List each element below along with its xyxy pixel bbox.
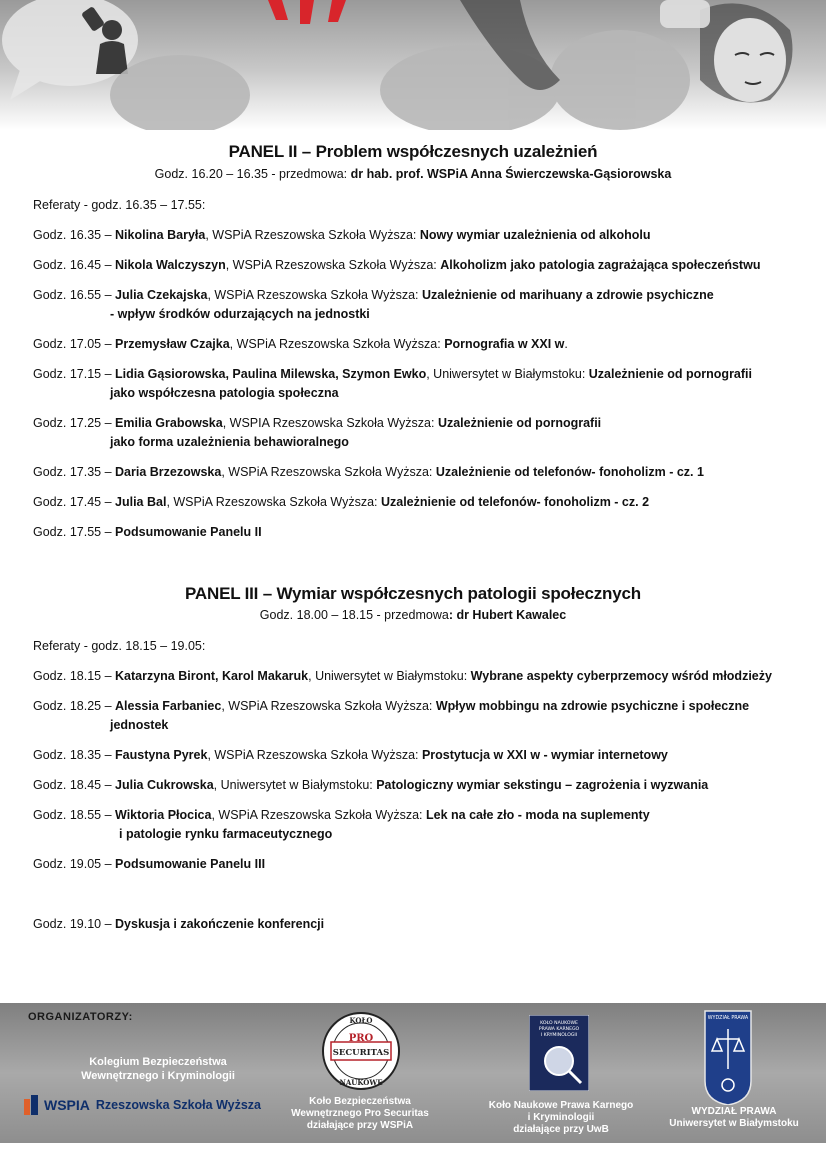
item-topic: Lek na całe zło - moda na suplementy <box>426 808 650 822</box>
panel-2-label: PANEL II <box>228 142 298 161</box>
item-topic: Wpływ mobbingu na zdrowie psychiczne i społeczne <box>435 699 750 713</box>
agenda-item <box>33 776 803 795</box>
agenda-item <box>33 463 803 482</box>
item-authors: Daria Brzezowska <box>115 465 222 479</box>
item-time: Godz. 18.35 – <box>33 748 116 762</box>
panel-2-intro-speaker: dr hab. prof. WSPiA Anna Świerczewska-Gąsiorowska <box>350 167 672 181</box>
item-affiliation: , Uniwersytet w Białymstoku: <box>308 669 471 683</box>
item-affiliation: , WSPiA Rzeszowska Szkoła Wyższa: <box>229 337 445 351</box>
caption-line: Koło Naukowe Prawa Karnego <box>488 1100 634 1111</box>
item-affiliation: , Uniwersytet w Białymstoku: <box>426 367 589 381</box>
wspia-mark-icon <box>24 1095 38 1115</box>
item-topic: Prostytucja w XXI w - wymiar internetowy <box>421 748 668 762</box>
item-topic: Uzależnienie od telefonów- fonoholizm - cz. 1 <box>435 465 704 479</box>
item-authors: Julia Cukrowska <box>115 778 214 792</box>
item-time: Godz. 19.05 – <box>33 857 116 871</box>
panel-3-intro-speaker: : dr Hubert Kawalec <box>448 608 567 622</box>
kolegium-line: Wewnętrznego i Kryminologii <box>81 1070 235 1082</box>
panel-2-title <box>0 142 826 162</box>
item-topic-continued: jako forma uzależnienia behawioralnego <box>110 435 349 449</box>
item-time: Godz. 16.45 – <box>33 258 116 272</box>
agenda-item <box>33 667 803 686</box>
panel-3-intro-time: Godz. 18.00 – 18.15 - przedmowa <box>259 608 449 622</box>
item-time: Godz. 18.55 – <box>33 808 116 822</box>
item-time: Godz. 17.25 – <box>33 416 116 430</box>
item-time: Godz. 18.15 – <box>33 669 116 683</box>
panel-3-title <box>0 584 826 604</box>
item-affiliation: , WSPiA Rzeszowska Szkoła Wyższa: <box>225 258 441 272</box>
item-topic: Uzależnienie od marihuany a zdrowie psychiczne <box>421 288 714 302</box>
caption-line: Uniwersytet w Białymstoku <box>669 1118 799 1129</box>
header-illustration <box>0 0 826 130</box>
item-topic-continued: jako współczesna patologia społeczna <box>110 386 339 400</box>
panel-3-label: PANEL III <box>185 584 259 603</box>
item-topic: Nowy wymiar uzależnienia od alkoholu <box>419 228 651 242</box>
item-affiliation: , WSPiA Rzeszowska Szkoła Wyższa: <box>205 228 420 242</box>
panel-2-heading: – Problem współczesnych uzależnień <box>297 142 598 161</box>
item-authors: Podsumowanie Panelu III <box>115 857 266 871</box>
crowd-illustration <box>0 0 826 130</box>
agenda-item <box>33 697 803 735</box>
item-authors: Katarzyna Biront, Karol Makaruk <box>115 669 309 683</box>
item-topic: Uzależnienie od telefonów- fonoholizm - cz. 2 <box>380 495 650 509</box>
agenda-item <box>33 414 803 452</box>
caption-line: WYDZIAŁ PRAWA <box>691 1106 777 1117</box>
item-topic-continued: i patologie rynku farmaceutycznego <box>119 827 333 841</box>
pro-badge-securitas: SECURITAS <box>332 1048 390 1058</box>
item-authors: Julia Bal <box>115 495 167 509</box>
item-affiliation: , WSPiA Rzeszowska Szkoła Wyższa: <box>166 495 381 509</box>
agenda-item <box>33 855 803 874</box>
panel-3-intro <box>0 608 826 622</box>
pro-badge-top: KOŁO <box>349 1016 373 1025</box>
agenda-item <box>33 365 803 403</box>
panel-2-intro <box>0 167 826 181</box>
pro-badge-bottom: NAUKOWE <box>339 1078 383 1087</box>
item-affiliation: , WSPiA Rzeszowska Szkoła Wyższa: <box>221 699 436 713</box>
item-authors: Podsumowanie Panelu II <box>115 525 262 539</box>
agenda-item <box>33 286 803 324</box>
wp-badge-label: WYDZIAŁ PRAWA <box>707 1016 749 1021</box>
item-topic: Wybrane aspekty cyberprzemocy wśród młodzieży <box>470 669 772 683</box>
item-affiliation: , WSPiA Rzeszowska Szkoła Wyższa: <box>221 465 436 479</box>
item-time: Godz. 17.35 – <box>33 465 116 479</box>
item-time: Godz. 17.45 – <box>33 495 116 509</box>
wydzial-prawa-caption <box>654 1106 814 1130</box>
item-authors: Nikolina Baryła <box>115 228 206 242</box>
item-authors: Wiktoria Płocica <box>115 808 212 822</box>
caption-line: działające przy WSPiA <box>306 1120 414 1131</box>
pro-securitas-caption <box>270 1096 450 1132</box>
item-authors: Dyskusja i zakończenie konferencji <box>115 917 325 931</box>
item-authors: Emilia Grabowska <box>115 416 223 430</box>
knpk-badge-icon <box>529 1015 589 1091</box>
wspia-logo <box>24 1095 261 1115</box>
panel-3-heading: – Wymiar współczesnych patologii społecznych <box>258 584 641 603</box>
agenda-item <box>33 256 803 275</box>
item-time: Godz. 18.25 – <box>33 699 116 713</box>
knpk-caption <box>472 1100 650 1136</box>
item-authors: Faustyna Pyrek <box>115 748 208 762</box>
item-topic-continued: jednostek <box>110 718 169 732</box>
agenda-item <box>33 226 803 245</box>
item-authors: Przemysław Czajka <box>115 337 230 351</box>
item-authors: Alessia Farbaniec <box>115 699 222 713</box>
item-affiliation: , WSPIA Rzeszowska Szkoła Wyższa: <box>222 416 438 430</box>
item-time: Godz. 18.45 – <box>33 778 116 792</box>
item-time: Godz. 19.10 – <box>33 917 116 931</box>
item-topic-continued: - wpływ środków odurzających na jednostki <box>110 307 370 321</box>
item-affiliation: , WSPiA Rzeszowska Szkoła Wyższa: <box>207 288 422 302</box>
item-time: Godz. 17.55 – <box>33 525 116 539</box>
kolegium-line: Kolegium Bezpieczeństwa <box>89 1056 227 1068</box>
knpk-badge-line: PRAWA KARNEGO <box>538 1027 580 1032</box>
knpk-badge-line: KOŁO NAUKOWE <box>540 1021 578 1026</box>
item-affiliation: , WSPiA Rzeszowska Szkoła Wyższa: <box>211 808 426 822</box>
item-affiliation: , WSPiA Rzeszowska Szkoła Wyższa: <box>207 748 422 762</box>
pro-securitas-badge-icon <box>321 1011 401 1091</box>
closing-item <box>33 915 803 934</box>
pro-badge-pro: PRO <box>348 1033 374 1044</box>
caption-line: Wewnętrznego Pro Securitas <box>291 1108 429 1119</box>
knpk-badge-line: I KRYMINOLOGII <box>540 1033 578 1038</box>
item-authors: Lidia Gąsiorowska, Paulina Milewska, Szymon Ewko <box>115 367 427 381</box>
item-authors: Nikola Walczyszyn <box>115 258 226 272</box>
agenda-item <box>33 493 803 512</box>
item-topic: Uzależnienie od pornografii <box>588 367 752 381</box>
agenda-item <box>33 806 803 844</box>
item-authors: Julia Czekajska <box>115 288 208 302</box>
agenda-item <box>33 746 803 765</box>
agenda-item <box>33 523 803 542</box>
item-topic: Patologiczny wymiar sekstingu – zagrożenia i wyzwania <box>376 778 709 792</box>
organizers-footer <box>0 1003 826 1143</box>
item-time: Godz. 16.55 – <box>33 288 116 302</box>
item-time: Godz. 17.05 – <box>33 337 116 351</box>
agenda-item <box>33 335 803 354</box>
item-topic: Alkoholizm jako patologia zagrażająca społeczeństwu <box>440 258 761 272</box>
organizers-label: ORGANIZATORZY: <box>28 1011 133 1023</box>
item-affiliation: , Uniwersytet w Białymstoku: <box>213 778 377 792</box>
panel-2-intro-time: Godz. 16.20 – 16.35 - przedmowa: <box>154 167 351 181</box>
wspia-name: WSPIA <box>44 1097 90 1113</box>
item-time: Godz. 17.15 – <box>33 367 116 381</box>
caption-line: Koło Bezpieczeństwa <box>309 1096 411 1107</box>
panel-3-referaty: Referaty - godz. 18.15 – 19.05: <box>33 639 206 653</box>
item-time: Godz. 16.35 – <box>33 228 116 242</box>
caption-line: działające przy UwB <box>513 1124 609 1135</box>
caption-line: i Kryminologii <box>527 1112 595 1123</box>
item-topic: Uzależnienie od pornografii <box>437 416 602 430</box>
item-topic: Pornografia w XXI w <box>444 337 565 351</box>
panel-2-referaty: Referaty - godz. 16.35 – 17.55: <box>33 198 206 212</box>
wydzial-prawa-badge-icon <box>703 1009 753 1105</box>
item-tail: . <box>564 337 568 351</box>
wspia-subtitle: Rzeszowska Szkoła Wyższa <box>95 1098 262 1112</box>
kolegium-name <box>48 1055 268 1083</box>
